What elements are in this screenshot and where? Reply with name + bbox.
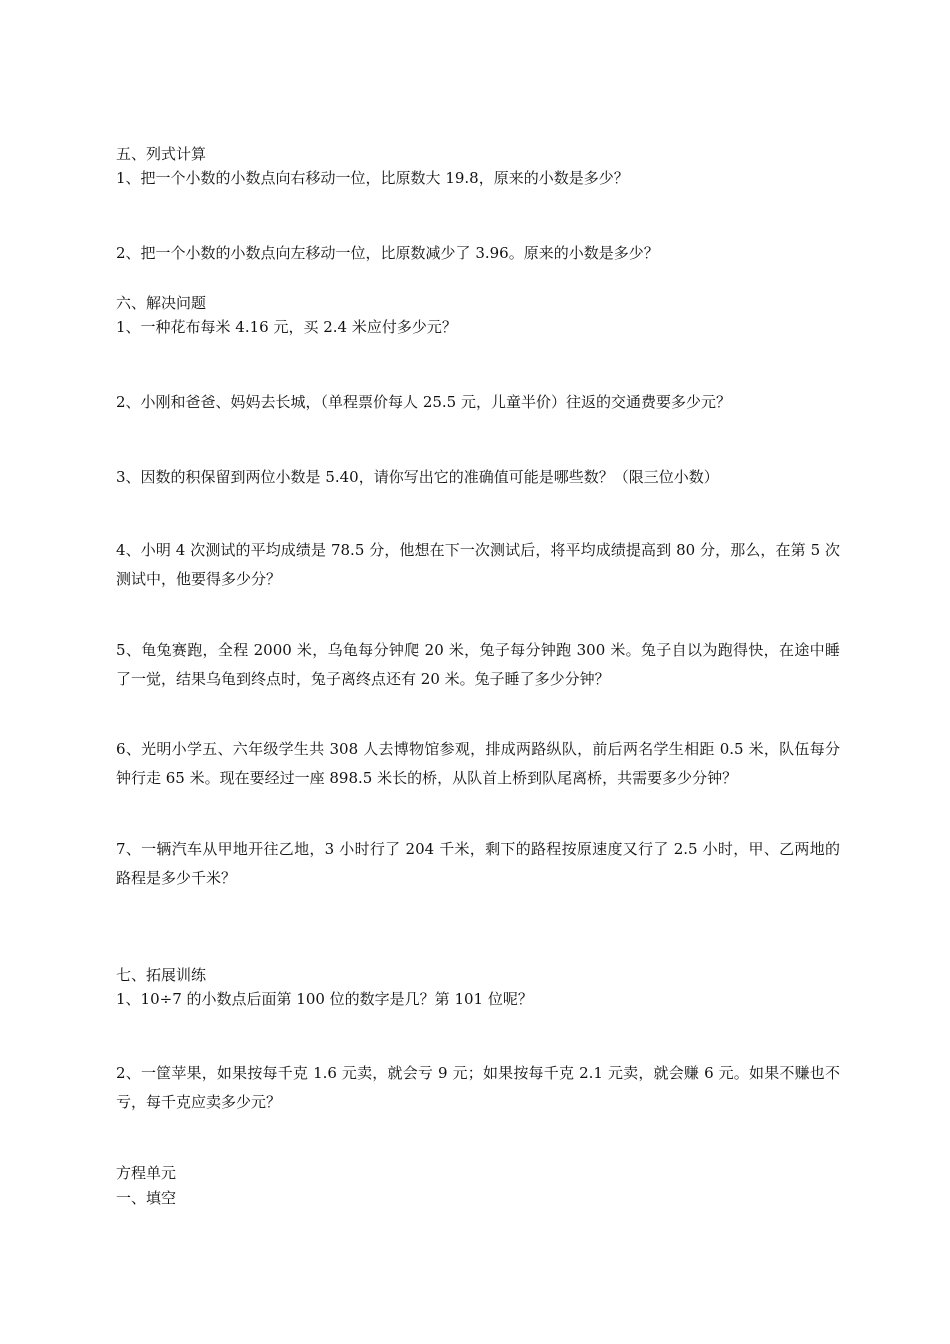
question-6-3: 3、因数的积保留到两位小数是 5.40，请你写出它的准确值可能是哪些数？（限三位小数） bbox=[116, 468, 719, 486]
question-5-1: 1、把一个小数的小数点向右移动一位，比原数大 19.8，原来的小数是多少？ bbox=[116, 169, 629, 187]
unit-section-1-title: 一、填空 bbox=[116, 1189, 177, 1207]
question-6-2: 2、小刚和爸爸、妈妈去长城，（单程票价每人 25.5 元，儿童半价）往返的交通费要多少元？ bbox=[116, 393, 731, 411]
section-6-title: 六、解决问题 bbox=[116, 294, 207, 312]
question-6-1: 1、一种花布每米 4.16 元，买 2.4 米应付多少元？ bbox=[116, 318, 457, 336]
section-7-title: 七、拓展训练 bbox=[116, 966, 207, 984]
question-6-4: 4、小明 4 次测试的平均成绩是 78.5 分，他想在下一次测试后，将平均成绩提高到 80 分，那么，在第 5 次测试中，他要得多少分？ bbox=[116, 541, 840, 588]
question-7-2: 2、一筐苹果，如果按每千克 1.6 元卖，就会亏 9 元；如果按每千克 2.1 元卖，就会赚 6 元。如果不赚也不亏，每千克应卖多少元？ bbox=[116, 1064, 840, 1111]
section-5-title: 五、列式计算 bbox=[116, 145, 207, 163]
question-7-1: 1、10÷7 的小数点后面第 100 位的数字是几？第 101 位呢？ bbox=[116, 990, 533, 1008]
question-5-2: 2、把一个小数的小数点向左移动一位，比原数减少了 3.96。原来的小数是多少？ bbox=[116, 244, 659, 262]
unit-title: 方程单元 bbox=[116, 1164, 177, 1182]
question-6-6: 6、光明小学五、六年级学生共 308 人去博物馆参观，排成两路纵队，前后两名学生相距 0.5 米，队伍每分钟行走 65 米。现在要经过一座 898.5 米长的桥，从队首上桥到队尾离桥，共需要多少分钟？ bbox=[116, 740, 840, 787]
question-6-7: 7、一辆汽车从甲地开往乙地，3 小时行了 204 千米，剩下的路程按原速度又行了 2.5 小时，甲、乙两地的路程是多少千米？ bbox=[116, 840, 840, 887]
question-6-5: 5、龟兔赛跑，全程 2000 米，乌龟每分钟爬 20 米，兔子每分钟跑 300 米。兔子自以为跑得快，在途中睡了一觉，结果乌龟到终点时，兔子离终点还有 20 米。兔子睡了多少分钟？ bbox=[116, 641, 840, 688]
